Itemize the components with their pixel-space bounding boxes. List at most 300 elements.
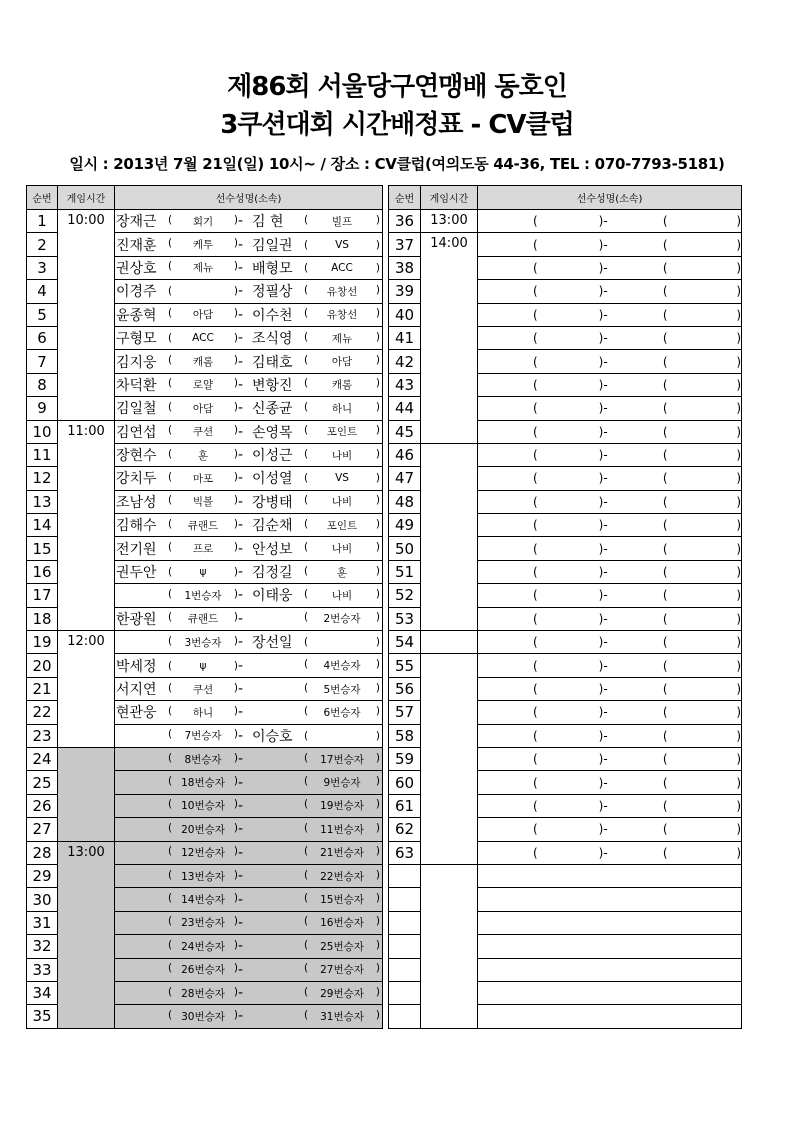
close-paren: ) (736, 518, 741, 533)
match-cell (115, 326, 383, 349)
seq-number: 63 (389, 841, 421, 864)
open-paren: ( (304, 938, 309, 951)
vs-dash: - (603, 471, 608, 486)
vs-dash: - (238, 587, 244, 604)
close-paren: ) (233, 587, 238, 600)
club-1-name: 큐랜드 (187, 519, 219, 532)
close-paren: ) (375, 1008, 380, 1021)
seq-number: 62 (389, 818, 421, 841)
club-1 (168, 939, 238, 954)
open-paren: ( (533, 611, 538, 626)
vs-dash: - (238, 540, 244, 557)
game-time (421, 631, 478, 654)
open-paren: ( (168, 237, 173, 250)
close-paren: ) (736, 377, 741, 392)
vs-dash: - (603, 658, 608, 673)
open-paren: ( (533, 424, 538, 439)
open-paren: ( (662, 448, 668, 463)
seq-number: 4 (27, 280, 58, 303)
slot-1 (533, 565, 603, 579)
slot-1 (533, 471, 603, 485)
match (115, 654, 382, 676)
slot-2 (663, 729, 741, 743)
player-2: 조식영 (252, 331, 293, 348)
open-paren: ( (168, 821, 173, 834)
slot-1 (533, 495, 603, 509)
match (115, 725, 382, 747)
seq-number: 9 (27, 397, 58, 420)
slot-1 (533, 425, 603, 439)
close-paren: ) (375, 494, 380, 507)
club-2 (304, 565, 380, 580)
club-1 (168, 354, 238, 369)
match-cell (115, 818, 383, 841)
player-2: 신종균 (252, 401, 293, 418)
match-placeholder (478, 584, 741, 606)
vs-dash: - (603, 682, 608, 696)
open-paren: ( (533, 705, 538, 720)
open-paren: ( (304, 915, 309, 928)
seq-number: 18 (27, 607, 58, 630)
open-paren: ( (168, 470, 173, 483)
close-paren: ) (598, 260, 604, 275)
club-2 (304, 730, 380, 742)
club-2 (304, 705, 380, 720)
player-2: 이수천 (252, 307, 293, 324)
open-paren: ( (533, 471, 538, 486)
match (115, 491, 382, 513)
club-2-name: 캐롬 (331, 379, 353, 392)
open-paren: ( (168, 377, 173, 390)
club-1-name: 28번승자 (181, 987, 225, 1000)
close-paren: ) (736, 635, 741, 650)
club-1-name: 아담 (192, 402, 214, 415)
club-2 (304, 682, 380, 697)
seq-number: 34 (27, 981, 58, 1004)
seq-number: 24 (27, 747, 58, 770)
match-cell (115, 911, 383, 934)
match-placeholder (478, 608, 741, 630)
player-1: 차덕환 (116, 377, 157, 394)
club-1 (168, 518, 238, 533)
match-cell (478, 420, 742, 443)
club-2 (304, 424, 380, 439)
seq-number: 57 (389, 701, 421, 724)
club-2-name: 27번승자 (320, 964, 364, 977)
seq-number: 59 (389, 747, 421, 770)
table-row (389, 443, 742, 466)
close-paren: ) (375, 751, 380, 764)
club-2-name: 훈 (336, 566, 348, 579)
table-row (389, 210, 742, 233)
club-2 (304, 472, 380, 484)
open-paren: ( (662, 331, 668, 346)
open-paren: ( (533, 494, 538, 509)
open-paren: ( (304, 238, 309, 251)
vs-dash: - (603, 705, 608, 720)
open-paren: ( (168, 1008, 173, 1021)
close-paren: ) (736, 588, 741, 603)
vs-dash: - (603, 260, 608, 275)
vs-dash: - (603, 307, 608, 322)
open-paren: ( (662, 471, 668, 486)
open-paren: ( (662, 635, 668, 650)
match-cell (478, 233, 742, 256)
open-paren: ( (168, 634, 173, 647)
close-paren: ) (598, 354, 604, 369)
match (115, 1005, 382, 1027)
seq-number: 45 (389, 420, 421, 443)
club-1 (168, 611, 238, 626)
vs-dash: - (238, 353, 244, 370)
seq-number: 53 (389, 607, 421, 630)
match-placeholder (478, 257, 741, 279)
seq-number: 7 (27, 350, 58, 373)
match-cell (115, 210, 383, 233)
close-paren: ) (375, 330, 380, 343)
open-paren: ( (533, 401, 538, 416)
open-paren: ( (304, 704, 309, 717)
seq-number: 22 (27, 701, 58, 724)
open-paren: ( (168, 962, 173, 975)
vs-dash: - (603, 541, 608, 556)
player-2: 강병태 (252, 494, 293, 511)
header-players: 선수성명(소속) (115, 186, 383, 210)
seq-number: 17 (27, 584, 58, 607)
club-2-name: 하니 (331, 402, 353, 415)
match-cell (115, 280, 383, 303)
close-paren: ) (736, 752, 741, 767)
header-players: 선수성명(소속) (478, 186, 742, 210)
player-1: 장재근 (116, 214, 157, 231)
player-1: 권두안 (116, 565, 157, 582)
player-2: 배형모 (252, 260, 293, 277)
seq-number (389, 958, 421, 981)
open-paren: ( (304, 447, 309, 460)
match-cell (115, 935, 383, 958)
vs-dash: - (238, 236, 244, 253)
match-placeholder (478, 467, 741, 489)
open-paren: ( (304, 354, 309, 367)
club-2-name: 22번승자 (320, 870, 364, 883)
close-paren: ) (375, 821, 380, 834)
open-paren: ( (662, 798, 668, 813)
open-paren: ( (662, 237, 668, 252)
club-1-name: 10번승자 (181, 800, 225, 813)
seq-number: 25 (27, 771, 58, 794)
close-paren: ) (375, 377, 380, 390)
open-paren: ( (533, 307, 538, 322)
seq-number (389, 935, 421, 958)
vs-dash: - (238, 844, 244, 861)
close-paren: ) (375, 564, 380, 577)
close-paren: ) (233, 377, 238, 390)
title-line-1: 제86회 서울당구연맹배 동호인 (227, 72, 567, 102)
slot-2 (663, 471, 741, 485)
match (115, 771, 382, 793)
match (115, 842, 382, 864)
seq-number: 30 (27, 888, 58, 911)
open-paren: ( (662, 705, 668, 720)
player-2: 장선일 (252, 635, 293, 652)
match-cell (115, 747, 383, 770)
match-placeholder (478, 818, 741, 840)
vs-dash: - (238, 961, 244, 978)
match-placeholder (478, 561, 741, 583)
club-2 (304, 262, 380, 274)
match (115, 304, 382, 326)
close-paren: ) (375, 636, 380, 649)
table-row (27, 631, 383, 654)
game-time: 13:00 (421, 210, 478, 233)
open-paren: ( (304, 658, 309, 671)
slot-1 (533, 776, 603, 790)
close-paren: ) (598, 822, 604, 837)
close-paren: ) (375, 238, 380, 251)
close-paren: ) (736, 331, 741, 346)
match-cell (478, 514, 742, 537)
slot-1 (533, 752, 603, 766)
close-paren: ) (233, 821, 238, 834)
club-2-name: 21번승자 (320, 847, 364, 860)
open-paren: ( (533, 588, 538, 603)
match-placeholder (478, 421, 741, 443)
close-paren: ) (233, 354, 238, 367)
slot-2 (663, 635, 741, 649)
player-2: 안성보 (252, 541, 293, 558)
seq-number (389, 888, 421, 911)
slot-1 (533, 659, 603, 673)
match (115, 678, 382, 700)
open-paren: ( (304, 330, 309, 343)
close-paren: ) (233, 659, 238, 672)
close-paren: ) (736, 214, 741, 229)
slot-1 (533, 705, 603, 719)
seq-number: 46 (389, 443, 421, 466)
open-paren: ( (304, 1008, 309, 1021)
vs-dash: - (603, 494, 608, 509)
match-cell (478, 280, 742, 303)
match-cell (478, 210, 742, 233)
close-paren: ) (233, 962, 238, 975)
club-2 (304, 892, 380, 907)
title-line-2: 3쿠션대회 시간배정표 - CV클럽 (220, 110, 574, 140)
close-paren: ) (375, 892, 380, 905)
close-paren: ) (736, 424, 741, 439)
open-paren: ( (304, 729, 309, 742)
close-paren: ) (736, 494, 741, 509)
close-paren: ) (736, 471, 741, 486)
match-cell (478, 256, 742, 279)
match-cell (478, 888, 742, 911)
vs-dash: - (238, 657, 244, 674)
game-time (58, 747, 115, 841)
close-paren: ) (233, 868, 238, 881)
table-row (389, 654, 742, 677)
vs-dash: - (603, 588, 608, 603)
open-paren: ( (304, 868, 309, 881)
club-1-name: 18번승자 (181, 777, 225, 790)
open-paren: ( (304, 400, 309, 413)
close-paren: ) (375, 985, 380, 998)
open-paren: ( (533, 728, 538, 743)
close-paren: ) (375, 845, 380, 858)
vs-dash: - (238, 914, 244, 931)
open-paren: ( (168, 681, 173, 694)
slot-1 (533, 588, 603, 602)
match (115, 935, 382, 957)
match-cell (115, 233, 383, 256)
game-time: 10:00 (58, 210, 115, 421)
close-paren: ) (375, 400, 380, 413)
vs-dash: - (603, 354, 608, 369)
vs-dash: - (238, 306, 244, 323)
open-paren: ( (304, 283, 309, 296)
open-paren: ( (304, 962, 309, 975)
club-1 (168, 494, 238, 509)
close-paren: ) (375, 798, 380, 811)
close-paren: ) (736, 705, 741, 720)
seq-number: 12 (27, 467, 58, 490)
player-2: 정필상 (252, 284, 293, 301)
club-2-name: 17번승자 (320, 753, 364, 766)
match-cell (478, 771, 742, 794)
open-paren: ( (533, 260, 538, 275)
slot-1 (533, 378, 603, 392)
game-time (421, 864, 478, 1028)
slot-2 (663, 331, 741, 345)
match (115, 608, 382, 630)
close-paren: ) (598, 705, 604, 720)
close-paren: ) (375, 868, 380, 881)
club-2-name (308, 636, 376, 648)
game-time (421, 443, 478, 630)
club-2 (304, 401, 380, 416)
slot-2 (663, 565, 741, 579)
slot-1 (533, 822, 603, 836)
match-cell (115, 443, 383, 466)
player-1: 김지웅 (116, 354, 157, 371)
vs-dash: - (603, 565, 608, 580)
club-2 (304, 284, 380, 299)
open-paren: ( (304, 261, 309, 274)
match-placeholder (478, 444, 741, 466)
seq-number: 56 (389, 677, 421, 700)
player-1: 권상호 (116, 260, 157, 277)
open-paren: ( (662, 307, 668, 322)
player-1: 강치두 (116, 471, 157, 488)
close-paren: ) (375, 915, 380, 928)
club-1 (168, 332, 238, 344)
match (115, 444, 382, 466)
vs-dash: - (238, 821, 244, 838)
seq-number: 41 (389, 326, 421, 349)
close-paren: ) (233, 470, 238, 483)
close-paren: ) (598, 682, 604, 696)
game-time: 14:00 (421, 233, 478, 444)
club-1-name: 로얄 (192, 379, 214, 392)
match-cell (115, 350, 383, 373)
player-1: 이경주 (116, 284, 157, 301)
match-cell (115, 584, 383, 607)
match-placeholder (478, 771, 741, 793)
match-placeholder (478, 537, 741, 559)
club-2 (304, 869, 380, 884)
open-paren: ( (304, 307, 309, 320)
slot-2 (663, 705, 741, 719)
slot-1 (533, 261, 603, 275)
match-placeholder (478, 631, 741, 653)
player-2: 이승호 (252, 728, 293, 745)
close-paren: ) (375, 541, 380, 554)
seq-number: 61 (389, 794, 421, 817)
vs-dash: - (603, 377, 608, 392)
close-paren: ) (233, 798, 238, 811)
club-1-name: 8번승자 (184, 753, 222, 766)
slot-2 (663, 659, 741, 673)
player-1: 김일철 (116, 401, 157, 418)
close-paren: ) (598, 331, 604, 346)
match-cell (478, 724, 742, 747)
club-2-name: 포인트 (326, 519, 358, 532)
open-paren: ( (168, 775, 173, 788)
match-cell (478, 584, 742, 607)
club-2-name: 2번승자 (323, 613, 361, 626)
club-2 (304, 377, 380, 392)
match-cell (115, 888, 383, 911)
open-paren: ( (533, 377, 538, 392)
club-2-name: 15번승자 (320, 894, 364, 907)
match-placeholder (478, 210, 741, 232)
open-paren: ( (533, 682, 538, 696)
match (115, 982, 382, 1004)
player-1: 장현수 (116, 448, 157, 465)
player-2: 이성근 (252, 448, 293, 465)
slot-2 (663, 495, 741, 509)
open-paren: ( (168, 659, 173, 672)
close-paren: ) (233, 332, 238, 345)
vs-dash: - (238, 376, 244, 393)
slot-2 (663, 284, 741, 298)
open-paren: ( (533, 752, 538, 767)
close-paren: ) (233, 1008, 238, 1021)
slot-2 (663, 261, 741, 275)
open-paren: ( (168, 447, 173, 460)
header-seq: 순번 (27, 186, 58, 210)
close-paren: ) (233, 681, 238, 694)
slot-2 (663, 682, 741, 696)
close-paren: ) (375, 658, 380, 671)
close-paren: ) (233, 775, 238, 788)
match-placeholder (478, 327, 741, 349)
close-paren: ) (233, 494, 238, 507)
slot-2 (663, 378, 741, 392)
club-1-name: 하니 (192, 706, 214, 719)
match-cell (478, 467, 742, 490)
close-paren: ) (598, 401, 604, 416)
open-paren: ( (662, 377, 668, 392)
slot-1 (533, 518, 603, 532)
match-cell (478, 607, 742, 630)
match (115, 233, 382, 255)
club-2 (304, 939, 380, 954)
club-1 (168, 752, 238, 767)
slot-1 (533, 214, 603, 228)
club-1-name: 26번승자 (181, 964, 225, 977)
close-paren: ) (375, 681, 380, 694)
vs-dash: - (238, 727, 244, 744)
match-cell (478, 537, 742, 560)
